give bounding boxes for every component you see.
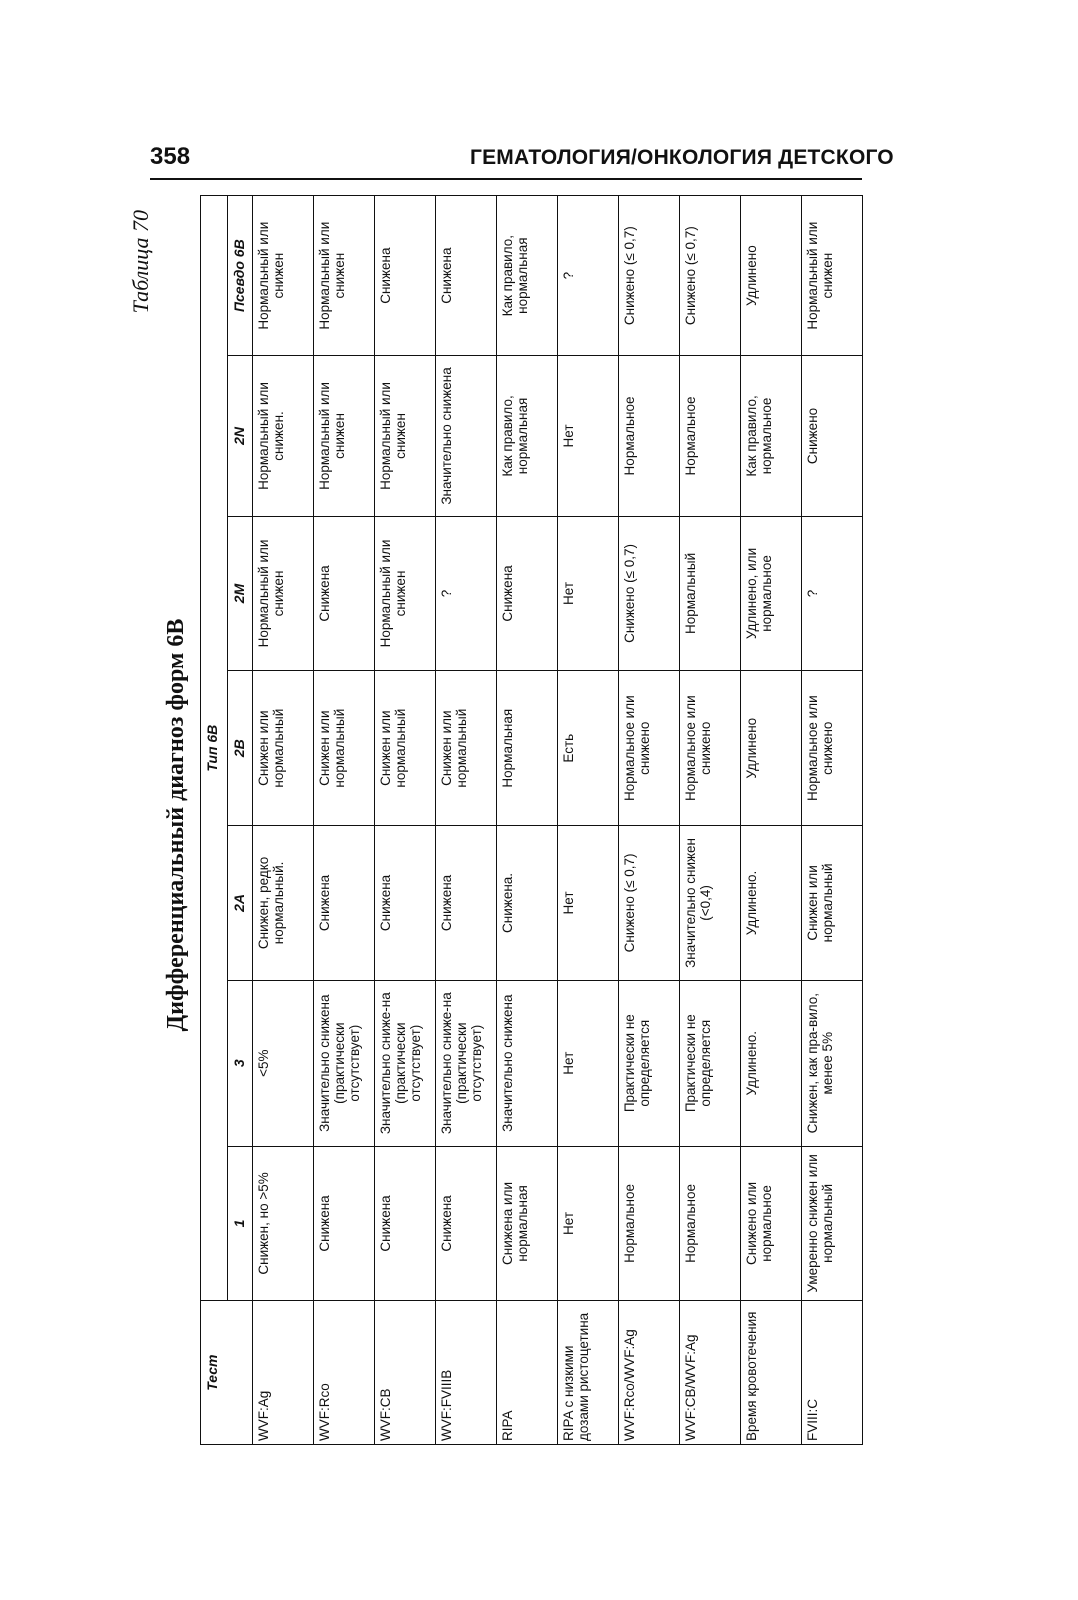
table-cell: Снижена xyxy=(375,196,436,356)
header-col: 3 xyxy=(228,980,253,1146)
table-cell: <5% xyxy=(253,980,314,1146)
table-row xyxy=(497,196,558,1445)
row-test-name: RIPA с низкими дозами ристоцетина xyxy=(558,1301,619,1445)
table-cell: Нормальное xyxy=(619,356,680,516)
header-col: 2B xyxy=(228,671,253,826)
table-row xyxy=(741,196,802,1445)
row-test-name: RIPA xyxy=(497,1301,558,1445)
table-cell: Снижена xyxy=(375,826,436,981)
table-cell: Снижен или нормальный xyxy=(253,671,314,826)
table-cell: Снижен или нормальный xyxy=(375,671,436,826)
table-cell: ? xyxy=(802,516,863,671)
table-cell: Как правило, нормальное xyxy=(741,356,802,516)
table-cell: Удлинено xyxy=(741,196,802,356)
row-test-name: WVF:FVIIIB xyxy=(436,1301,497,1445)
table-cell: Нормальное или снижено xyxy=(680,671,741,826)
table-cell: Умеренно снижен или нормальный xyxy=(802,1146,863,1301)
table-cell: Нормальный или снижен xyxy=(253,196,314,356)
table-cell: Удлинено, или нормальное xyxy=(741,516,802,671)
table-cell: Снижено (≤ 0,7) xyxy=(619,196,680,356)
table-cell: Значительно снижена xyxy=(436,356,497,516)
table-cell: Снижена xyxy=(314,826,375,981)
table-cell: Снижена xyxy=(314,516,375,671)
header-col: Псевдо 6В xyxy=(228,196,253,356)
table-cell: Нормальный или снижен xyxy=(375,516,436,671)
table-cell: Значительно сниже-на (практически отсутствует) xyxy=(375,980,436,1146)
table-row xyxy=(375,196,436,1445)
table-row xyxy=(558,196,619,1445)
table-row xyxy=(314,196,375,1445)
table-cell: Нормальная xyxy=(497,671,558,826)
table-cell: Как правило, нормальная xyxy=(497,196,558,356)
table-cell: Снижен или нормальный xyxy=(314,671,375,826)
table-cell: Нет xyxy=(558,826,619,981)
table-cell: Практически не определяется xyxy=(619,980,680,1146)
row-test-name: WVF:Ag xyxy=(253,1301,314,1445)
table-row xyxy=(619,196,680,1445)
row-test-name: WVF:Rco/WVF:Ag xyxy=(619,1301,680,1445)
table-cell: Нормальный или снижен xyxy=(314,356,375,516)
header-rule xyxy=(150,178,862,180)
table-cell: Нормальное xyxy=(680,356,741,516)
diagnosis-table xyxy=(200,195,863,1445)
header-test: Тест xyxy=(201,1301,253,1445)
table-cell: Нормальное или снижено xyxy=(619,671,680,826)
table-cell: Значительно снижен (<0,4) xyxy=(680,826,741,981)
table-cell: Снижена xyxy=(436,196,497,356)
page-number: 358 xyxy=(150,143,191,170)
table-cell: Нормальное xyxy=(680,1146,741,1301)
table-label: Таблица 70 xyxy=(128,210,153,314)
table-cell: Нет xyxy=(558,980,619,1146)
table-cell: Нормальный или снижен xyxy=(375,356,436,516)
table-cell: Нормальный или снижен. xyxy=(253,356,314,516)
table-cell: Нормальный или снижен xyxy=(314,196,375,356)
row-test-name: WVF:Rco xyxy=(314,1301,375,1445)
table-cell: Нормальный xyxy=(680,516,741,671)
table-cell: Снижено (≤ 0,7) xyxy=(619,516,680,671)
table-cell: Практически не определяется xyxy=(680,980,741,1146)
table-cell: Нормальное xyxy=(619,1146,680,1301)
header-type-group: Тип 6В xyxy=(201,196,228,1301)
table-cell: Нет xyxy=(558,1146,619,1301)
table-cell: Снижено xyxy=(802,356,863,516)
header-col: 2N xyxy=(228,356,253,516)
table-cell: Снижено или нормальное xyxy=(741,1146,802,1301)
header-col: 2M xyxy=(228,516,253,671)
header-col: 2A xyxy=(228,826,253,981)
table-cell: Как правило, нормальная xyxy=(497,356,558,516)
table-cell: Снижена xyxy=(375,1146,436,1301)
table-cell: Нормальное или снижено xyxy=(802,671,863,826)
table-title: Дифференциальный диагноз форм 6В xyxy=(163,618,189,1032)
table-cell: Снижена. xyxy=(497,826,558,981)
table-cell: Значительно снижена xyxy=(497,980,558,1146)
running-head: ГЕМАТОЛОГИЯ/ОНКОЛОГИЯ ДЕТСКОГО xyxy=(470,146,894,169)
table-cell: Снижен, редко нормальный. xyxy=(253,826,314,981)
rotated-table-block xyxy=(118,190,838,1460)
table-cell: ? xyxy=(436,516,497,671)
row-test-name: WVF:CB xyxy=(375,1301,436,1445)
table-row xyxy=(802,196,863,1445)
table-cell: Снижена или нормальная xyxy=(497,1146,558,1301)
table-cell: Нет xyxy=(558,516,619,671)
table-body xyxy=(253,196,863,1445)
table-cell: Снижен или нормальный xyxy=(802,826,863,981)
table-cell: Снижена xyxy=(436,826,497,981)
table-cell: Снижена xyxy=(497,516,558,671)
table-row xyxy=(253,196,314,1445)
row-test-name: WVF:CB/WVF:Ag xyxy=(680,1301,741,1445)
table-cell: Удлинено. xyxy=(741,980,802,1146)
table-cell: Нормальный или снижен xyxy=(802,196,863,356)
table-row xyxy=(436,196,497,1445)
table-cell: Снижено (≤ 0,7) xyxy=(619,826,680,981)
table-cell: Снижено (≤ 0,7) xyxy=(680,196,741,356)
table-cell: Снижен, но >5% xyxy=(253,1146,314,1301)
table-cell: Снижен, как пра-вило, менее 5% xyxy=(802,980,863,1146)
table-cell: Удлинено xyxy=(741,671,802,826)
table-cell: Нормальный или снижен xyxy=(253,516,314,671)
header-col: 1 xyxy=(228,1146,253,1301)
row-test-name: Время кровотечения xyxy=(741,1301,802,1445)
table-row xyxy=(680,196,741,1445)
table-cell: Значительно снижена (практически отсутствует) xyxy=(314,980,375,1146)
table-cell: Значительно сниже-на (практически отсутствует) xyxy=(436,980,497,1146)
table-cell: Удлинено. xyxy=(741,826,802,981)
table-cell: Нет xyxy=(558,356,619,516)
table-cell: Снижен или нормальный xyxy=(436,671,497,826)
table-cell: Снижена xyxy=(314,1146,375,1301)
table-cell: Есть xyxy=(558,671,619,826)
table-cell: ? xyxy=(558,196,619,356)
table-cell: Снижена xyxy=(436,1146,497,1301)
row-test-name: FVIII:C xyxy=(802,1301,863,1445)
